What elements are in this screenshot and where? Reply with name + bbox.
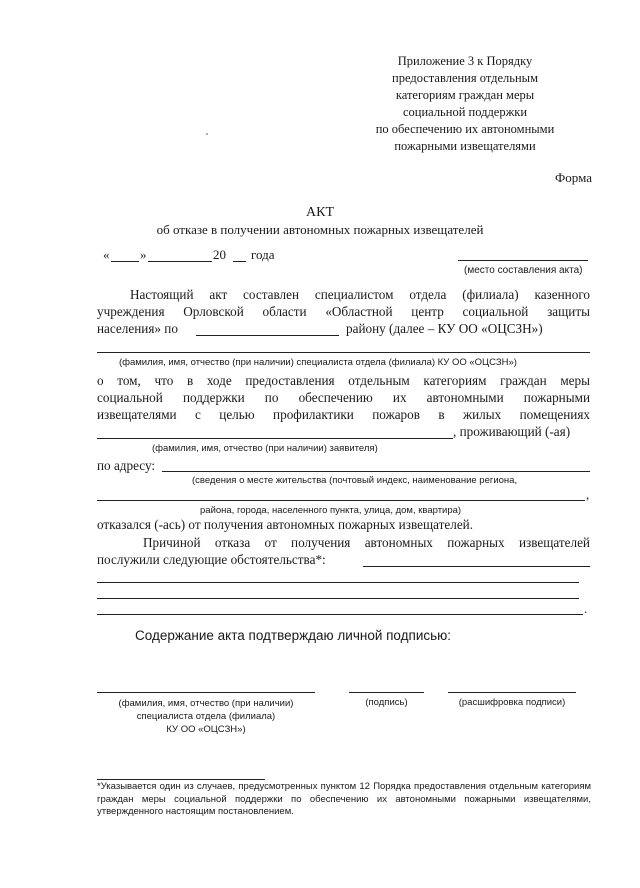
address-field-2[interactable] <box>97 500 585 501</box>
reason-field-3[interactable] <box>97 598 579 599</box>
appendix-line: социальной поддержки <box>402 105 528 119</box>
address-field-1[interactable] <box>162 471 590 472</box>
applicant-name-field[interactable] <box>97 438 453 439</box>
address-hint-2: района, города, населенного пункта, улица, дом, квартира) <box>200 505 462 516</box>
paragraph-1-line-3b: району (далее – КУ ОО «ОЦСЗН») <box>346 321 543 336</box>
specialist-fio-hint-line: (фамилия, имя, отчество (при наличии) <box>118 698 294 709</box>
reason-field-4[interactable] <box>97 614 583 615</box>
appendix-line: предоставления отдельным <box>392 71 538 85</box>
paragraph-2-line-1: о том, что в ходе предоставления отдельным категориям граждан меры <box>97 373 590 388</box>
month-field[interactable] <box>148 261 212 262</box>
reason-field-1[interactable] <box>363 566 590 567</box>
reason-line-1: Причиной отказа от получения автономных пожарных извещателей <box>143 535 590 550</box>
applicant-hint: (фамилия, имя, отчество (при наличии) заявителя) <box>152 443 378 454</box>
date-open-quote: « <box>103 247 110 262</box>
document-subtitle: об отказе в получении автономных пожарных извещателей <box>156 222 484 237</box>
year-field[interactable] <box>233 261 246 262</box>
specialist-fio-hint-line: специалиста отдела (филиала) <box>136 711 276 722</box>
year-suffix: года <box>251 247 275 262</box>
signature-decode-hint: (расшифровка подписи) <box>458 697 566 708</box>
footnote-rule <box>97 779 265 780</box>
specialist-fio-hint-line: КУ ОО «ОЦСЗН») <box>166 724 246 735</box>
footnote-text: *Указывается один из случаев, предусмотренных пунктом 12 Порядка предоставления отдельным категориям граждан меры социальной поддержки по обеспечению их автономными пожарными извещателями, утвержденного настоящим постановлением. <box>97 781 591 817</box>
residing-text: , проживающий (-ая) <box>453 424 571 439</box>
signature-field[interactable] <box>349 692 424 693</box>
form-label: Форма <box>555 170 592 185</box>
confirm-text: Содержание акта подтверждаю личной подписью: <box>135 628 452 643</box>
specialist-name-field[interactable] <box>97 352 590 353</box>
address-hint-1: (сведения о месте жительства (почтовый индекс, наименование региона, <box>192 475 518 486</box>
appendix-line: Приложение 3 к Порядку <box>397 54 533 68</box>
address-comma: , <box>586 487 590 502</box>
appendix-block <box>340 53 590 155</box>
appendix-line: пожарными извещателями <box>394 139 536 153</box>
day-field[interactable] <box>111 261 139 262</box>
district-field[interactable] <box>196 335 339 336</box>
reason-line-2: послужили следующие обстоятельства*: <box>97 552 326 567</box>
signature-hint: (подпись) <box>365 697 408 708</box>
appendix-line: категориям граждан меры <box>395 88 535 102</box>
refused-text: отказался (-ась) от получения автономных пожарных извещателей. <box>97 517 474 532</box>
specialist-fio-hint <box>97 697 315 736</box>
signature-decode-field[interactable] <box>448 692 576 693</box>
specialist-fio-field[interactable] <box>97 692 315 693</box>
place-hint: (место составления акта) <box>464 265 583 276</box>
paragraph-1-line-3a: населения» по <box>97 321 178 336</box>
specialist-hint: (фамилия, имя, отчество (при наличии) специалиста отдела (филиала) КУ ОО «ОЦСЗН») <box>119 357 517 368</box>
paragraph-2-line-3: извещателями с целью профилактики пожаров в жилых помещениях <box>97 407 590 422</box>
paragraph-1-line-1: Настоящий акт составлен специалистом отдела (филиала) казенного <box>130 287 590 302</box>
reason-period: . <box>584 601 588 616</box>
date-close-quote: » <box>140 247 147 262</box>
document-title: АКТ <box>306 205 334 220</box>
appendix-line: по обеспечению их автономными <box>375 122 555 136</box>
year-prefix: 20 <box>213 247 226 262</box>
paragraph-1-line-2: учреждения Орловской области «Областной центр социальной защиты <box>97 304 590 319</box>
place-field[interactable] <box>458 260 588 261</box>
address-label: по адресу: <box>97 458 156 473</box>
scan-speck <box>206 133 208 135</box>
reason-field-2[interactable] <box>97 582 579 583</box>
paragraph-2-line-2: социальной поддержки по обеспечению их автономными пожарными <box>97 390 590 405</box>
